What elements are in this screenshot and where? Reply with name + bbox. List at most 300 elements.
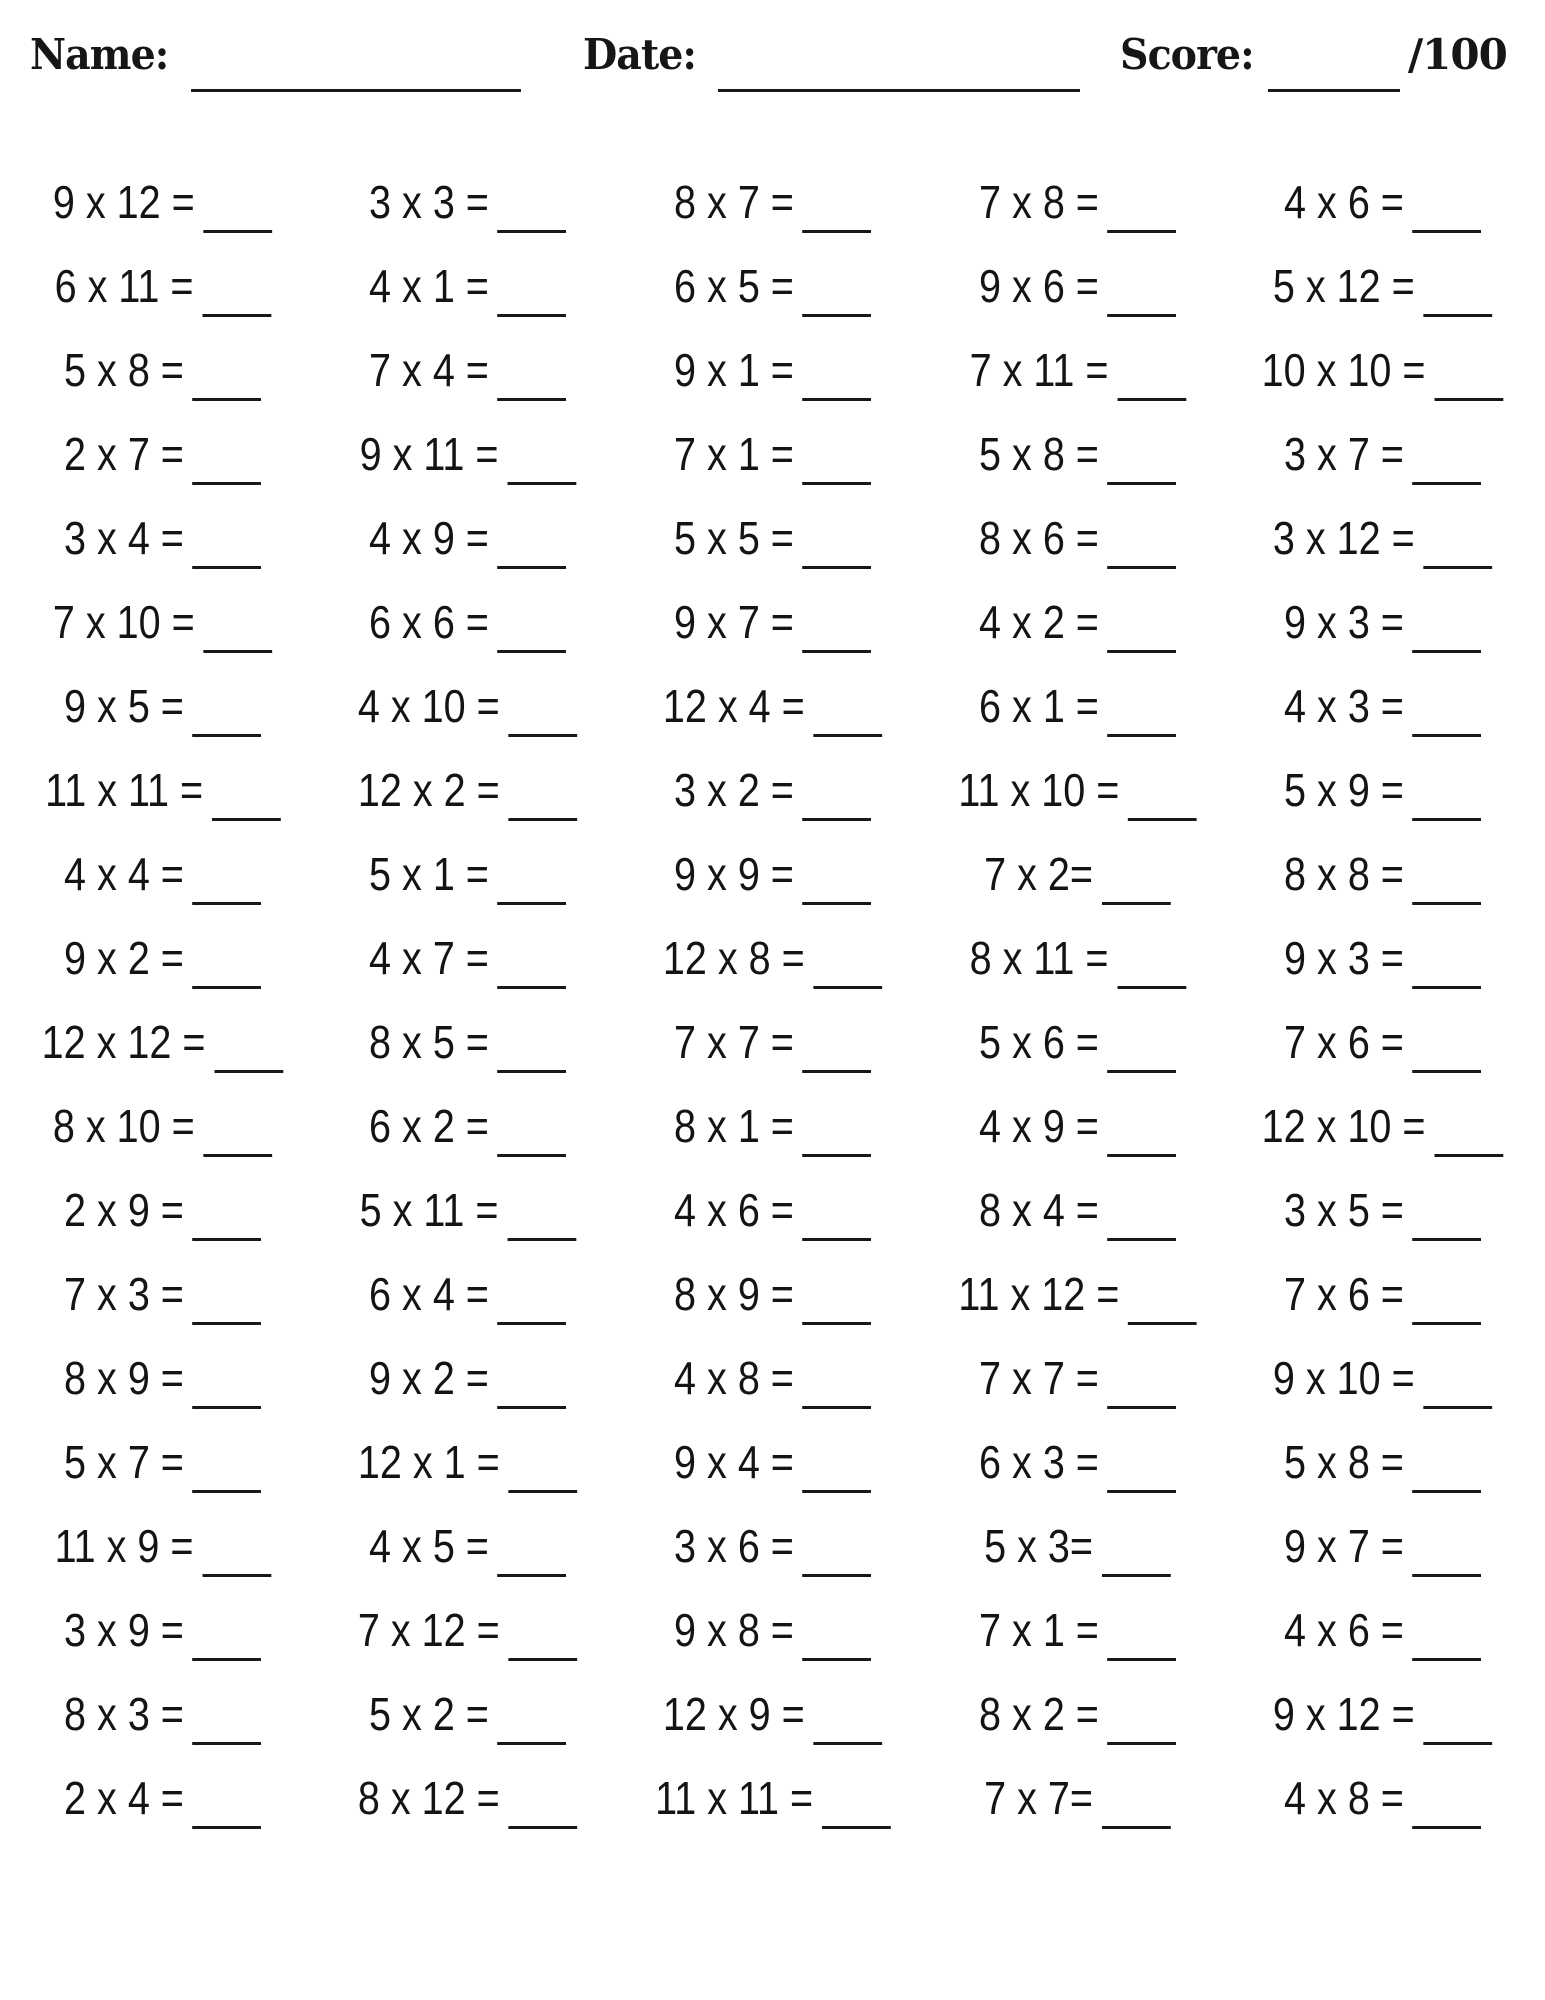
worksheet-header [30, 30, 1527, 79]
answer-blank [1412, 1489, 1481, 1493]
problem [64, 427, 261, 481]
problem [674, 259, 871, 313]
answer-blank [1412, 1573, 1481, 1577]
problem-expression: 4 x 9 = [978, 1100, 1099, 1152]
problem-row [10, 1168, 1535, 1252]
problem-cell [1230, 1183, 1535, 1237]
problem [1262, 343, 1503, 397]
problem [64, 847, 261, 901]
problem-cell [620, 1183, 925, 1237]
problem-row [10, 160, 1535, 244]
problem [369, 1687, 566, 1741]
problem-cell [10, 1687, 315, 1741]
problem [64, 679, 261, 733]
answer-blank [1107, 481, 1176, 485]
problem-cell [315, 595, 620, 649]
problem [979, 259, 1176, 313]
problem-cell [925, 1015, 1230, 1069]
problem-expression: 5 x 12 = [1272, 260, 1415, 312]
problem-cell [620, 1099, 925, 1153]
answer-blank [802, 565, 871, 569]
problem-cell [315, 511, 620, 565]
problem [674, 427, 871, 481]
answer-blank [497, 1573, 566, 1577]
problem-expression: 12 x 8 = [662, 932, 805, 984]
problem-cell [925, 1771, 1230, 1825]
problem-cell [620, 1435, 925, 1489]
problem-expression: 9 x 2 = [368, 1352, 489, 1404]
answer-blank [802, 1321, 871, 1325]
problem-expression: 7 x 12 = [357, 1604, 500, 1656]
problem [369, 847, 566, 901]
problem [969, 343, 1185, 397]
problem-expression: 5 x 1 = [368, 848, 489, 900]
problem [1284, 679, 1481, 733]
problem [369, 259, 566, 313]
problem [358, 679, 577, 733]
problem-cell [620, 679, 925, 733]
problem-cell [925, 1351, 1230, 1405]
problem [674, 1603, 871, 1657]
answer-blank [821, 1825, 890, 1829]
problem [64, 343, 261, 397]
answer-blank [1102, 1573, 1171, 1577]
problem-expression: 3 x 12 = [1272, 512, 1415, 564]
answer-blank [497, 313, 566, 317]
problem-row [10, 328, 1535, 412]
problem [369, 1351, 566, 1405]
problem [45, 763, 280, 817]
problem-cell [315, 1519, 620, 1573]
answer-blank [802, 229, 871, 233]
problem-cell [10, 511, 315, 565]
answer-blank [1107, 1657, 1176, 1661]
problem [369, 1267, 566, 1321]
problem [979, 1099, 1176, 1153]
answer-blank [1107, 1741, 1176, 1745]
problem-cell [10, 1015, 315, 1069]
problem-cell [315, 343, 620, 397]
problem-expression: 9 x 11 = [359, 428, 499, 480]
answer-blank [1412, 481, 1481, 485]
problem-cell [1230, 1267, 1535, 1321]
problem-expression: 12 x 4 = [662, 680, 805, 732]
answer-blank [508, 1657, 577, 1661]
answer-blank [802, 1069, 871, 1073]
problem [54, 259, 270, 313]
answer-blank [497, 1321, 566, 1325]
problem-expression: 7 x 7 = [978, 1352, 1099, 1404]
problem [979, 1183, 1176, 1237]
problem-cell [315, 931, 620, 985]
problem-cell [925, 595, 1230, 649]
answer-blank [192, 1237, 261, 1241]
answer-blank [192, 985, 261, 989]
problem [674, 1351, 871, 1405]
problem-expression: 4 x 2 = [978, 596, 1099, 648]
problem-expression: 3 x 3 = [368, 176, 489, 228]
problem-row [10, 1084, 1535, 1168]
problem-cell [315, 1015, 620, 1069]
problem-cell [10, 1435, 315, 1489]
problem [674, 1267, 871, 1321]
answer-blank [507, 1237, 576, 1241]
problem [1273, 1351, 1492, 1405]
problem [674, 595, 871, 649]
answer-blank [802, 1153, 871, 1157]
answer-blank [1423, 1405, 1492, 1409]
problem [663, 931, 882, 985]
problem-cell [315, 259, 620, 313]
problem-expression: 6 x 2 = [368, 1100, 489, 1152]
answer-blank [1107, 1069, 1176, 1073]
answer-blank [202, 1573, 271, 1577]
problem-cell [10, 259, 315, 313]
answer-blank [497, 1153, 566, 1157]
problem-expression: 6 x 3 = [978, 1436, 1099, 1488]
answer-blank [497, 229, 566, 233]
problem-expression: 2 x 9 = [63, 1184, 184, 1236]
problem [369, 343, 566, 397]
answer-blank [497, 1069, 566, 1073]
problem-cell [925, 679, 1230, 733]
problem [674, 1519, 871, 1573]
problem-cell [925, 1603, 1230, 1657]
problem-expression: 9 x 12 = [52, 176, 195, 228]
answer-blank [508, 1489, 577, 1493]
problem-cell [1230, 511, 1535, 565]
answer-blank [1412, 1657, 1481, 1661]
problem-cell [10, 1183, 315, 1237]
answer-blank [192, 565, 261, 569]
problem-cell [925, 175, 1230, 229]
answer-blank [497, 565, 566, 569]
problem [979, 1435, 1176, 1489]
answer-blank [497, 1405, 566, 1409]
problems-grid [10, 160, 1535, 1840]
problem-cell [10, 679, 315, 733]
answer-blank [508, 817, 577, 821]
problem-cell [315, 1183, 620, 1237]
problem-expression: 6 x 4 = [368, 1268, 489, 1320]
problem [64, 1435, 261, 1489]
problem-expression: 5 x 7 = [63, 1436, 184, 1488]
score-label: Score: [1119, 30, 1254, 79]
problem-expression: 6 x 11 = [54, 260, 194, 312]
problem-row [10, 244, 1535, 328]
problem-cell [620, 595, 925, 649]
problem-expression: 4 x 6 = [1283, 176, 1404, 228]
problem-cell [1230, 931, 1535, 985]
problem [358, 1435, 577, 1489]
problem-expression: 3 x 5 = [1283, 1184, 1404, 1236]
problem-cell [925, 763, 1230, 817]
answer-blank [1423, 565, 1492, 569]
answer-blank [1107, 733, 1176, 737]
problem-expression: 7 x 4 = [368, 344, 489, 396]
problem-cell [315, 1435, 620, 1489]
answer-blank [802, 481, 871, 485]
answer-blank [1107, 565, 1176, 569]
answer-blank [813, 733, 882, 737]
problem-cell [1230, 1519, 1535, 1573]
answer-blank [1102, 901, 1171, 905]
problem-cell [620, 763, 925, 817]
problem [1284, 1603, 1481, 1657]
problem-expression: 9 x 7 = [673, 596, 794, 648]
problem [979, 1687, 1176, 1741]
problem [958, 1267, 1196, 1321]
problem-expression: 8 x 10 = [52, 1100, 195, 1152]
answer-blank [1412, 1321, 1481, 1325]
answer-blank [1412, 1237, 1481, 1241]
problem-expression: 5 x 8 = [978, 428, 1099, 480]
problem-expression: 11 x 11 = [654, 1772, 813, 1824]
problem [984, 1771, 1170, 1825]
problem-expression: 7 x 3 = [63, 1268, 184, 1320]
problem-expression: 5 x 8 = [1283, 1436, 1404, 1488]
problem-expression: 9 x 7 = [1283, 1520, 1404, 1572]
problem-cell [315, 427, 620, 481]
problem [64, 1603, 261, 1657]
problem-cell [925, 1099, 1230, 1153]
problem-expression: 4 x 1 = [368, 260, 489, 312]
problem [979, 595, 1176, 649]
problem-expression: 3 x 2 = [673, 764, 794, 816]
problem-expression: 12 x 2 = [357, 764, 500, 816]
problem-expression: 5 x 3= [984, 1520, 1094, 1572]
problem-expression: 9 x 10 = [1272, 1352, 1415, 1404]
problem-cell [1230, 175, 1535, 229]
problem-cell [925, 1687, 1230, 1741]
answer-blank [802, 817, 871, 821]
problem [64, 1183, 261, 1237]
problem [1284, 1183, 1481, 1237]
answer-blank [192, 1489, 261, 1493]
problem-cell [315, 1687, 620, 1741]
problem-expression: 6 x 5 = [673, 260, 794, 312]
problem-cell [620, 259, 925, 313]
problem [674, 763, 871, 817]
problem-row [10, 1672, 1535, 1756]
problem-expression: 8 x 4 = [978, 1184, 1099, 1236]
problem [1273, 511, 1492, 565]
problem-expression: 12 x 1 = [357, 1436, 500, 1488]
problem [979, 679, 1176, 733]
problem-cell [620, 511, 925, 565]
answer-blank [192, 1405, 261, 1409]
answer-blank [1107, 649, 1176, 653]
problem-cell [620, 1687, 925, 1741]
answer-blank [1107, 313, 1176, 317]
problem-cell [10, 931, 315, 985]
problem-cell [620, 1519, 925, 1573]
date-fill-line [718, 88, 1080, 92]
answer-blank [202, 313, 271, 317]
problem-expression: 7 x 7= [984, 1772, 1094, 1824]
problem-row [10, 1336, 1535, 1420]
problem-cell [1230, 847, 1535, 901]
problem-expression: 11 x 12 = [958, 1268, 1120, 1320]
problem [984, 1519, 1170, 1573]
problem [42, 1015, 283, 1069]
problem [64, 1351, 261, 1405]
problem-expression: 4 x 4 = [63, 848, 184, 900]
problem-cell [925, 259, 1230, 313]
problem-cell [925, 427, 1230, 481]
problem-expression: 5 x 5 = [673, 512, 794, 564]
problem-expression: 4 x 8 = [1283, 1772, 1404, 1824]
problem [359, 427, 575, 481]
problem [358, 763, 577, 817]
problem [979, 511, 1176, 565]
problem-row [10, 1756, 1535, 1840]
answer-blank [203, 229, 272, 233]
answer-blank [508, 1825, 577, 1829]
answer-blank [802, 1657, 871, 1661]
problem-expression: 5 x 11 = [359, 1184, 499, 1236]
problem-cell [1230, 1687, 1535, 1741]
answer-blank [802, 313, 871, 317]
problem-expression: 5 x 9 = [1283, 764, 1404, 816]
problem-cell [925, 1267, 1230, 1321]
problem-expression: 11 x 10 = [958, 764, 1120, 816]
problem-cell [1230, 1351, 1535, 1405]
answer-blank [192, 1657, 261, 1661]
problem [369, 931, 566, 985]
problem-cell [620, 427, 925, 481]
problem [369, 1519, 566, 1573]
problem-cell [315, 175, 620, 229]
problem-expression: 8 x 11 = [969, 932, 1109, 984]
problem [369, 175, 566, 229]
problem-expression: 4 x 6 = [673, 1184, 794, 1236]
problem-expression: 7 x 7 = [673, 1016, 794, 1068]
problem [369, 1099, 566, 1153]
problem-cell [10, 1603, 315, 1657]
answer-blank [1107, 1405, 1176, 1409]
problem [1284, 1435, 1481, 1489]
problem [1284, 1267, 1481, 1321]
problem [1284, 427, 1481, 481]
problem [984, 847, 1170, 901]
answer-blank [507, 481, 576, 485]
date-label: Date: [583, 30, 697, 79]
score-denominator: /100 [1407, 30, 1507, 79]
problem-expression: 12 x 9 = [662, 1688, 805, 1740]
answer-blank [1412, 985, 1481, 989]
problem-cell [925, 343, 1230, 397]
problem-cell [1230, 595, 1535, 649]
problem [979, 1603, 1176, 1657]
problem-expression: 7 x 2= [984, 848, 1094, 900]
answer-blank [211, 817, 280, 821]
problem-cell [620, 1603, 925, 1657]
problem-expression: 2 x 7 = [63, 428, 184, 480]
problem-expression: 3 x 6 = [673, 1520, 794, 1572]
problem-cell [315, 763, 620, 817]
problem-expression: 3 x 7 = [1283, 428, 1404, 480]
problem-expression: 7 x 6 = [1283, 1016, 1404, 1068]
problem [1284, 1771, 1481, 1825]
problem [64, 931, 261, 985]
problem-expression: 4 x 8 = [673, 1352, 794, 1404]
answer-blank [508, 733, 577, 737]
problem-expression: 9 x 8 = [673, 1604, 794, 1656]
problem-row [10, 1588, 1535, 1672]
answer-blank [1102, 1825, 1171, 1829]
answer-blank [802, 397, 871, 401]
answer-blank [1117, 985, 1186, 989]
problem-row [10, 832, 1535, 916]
problem [64, 1267, 261, 1321]
answer-blank [813, 985, 882, 989]
problem [359, 1183, 575, 1237]
problem-row [10, 1504, 1535, 1588]
problem-expression: 8 x 9 = [673, 1268, 794, 1320]
answer-blank [1107, 1237, 1176, 1241]
problem [64, 1687, 261, 1741]
answer-blank [1107, 229, 1176, 233]
problem-expression: 8 x 2 = [978, 1688, 1099, 1740]
answer-blank [192, 481, 261, 485]
problem [1284, 1519, 1481, 1573]
answer-blank [1128, 1321, 1197, 1325]
problem-cell [10, 1351, 315, 1405]
problem-expression: 8 x 12 = [357, 1772, 500, 1824]
problem-cell [925, 1519, 1230, 1573]
score-fill-line [1268, 88, 1400, 92]
answer-blank [802, 649, 871, 653]
problem-cell [315, 1603, 620, 1657]
problem [1284, 847, 1481, 901]
problem-cell [925, 1183, 1230, 1237]
problem-expression: 9 x 12 = [1272, 1688, 1415, 1740]
problem [358, 1771, 577, 1825]
answer-blank [497, 1741, 566, 1745]
answer-blank [192, 1741, 261, 1745]
problem-expression: 7 x 1 = [673, 428, 794, 480]
answer-blank [813, 1741, 882, 1745]
problem-cell [620, 931, 925, 985]
problem [674, 1183, 871, 1237]
problem-cell [620, 847, 925, 901]
problem-expression: 9 x 9 = [673, 848, 794, 900]
problem-row [10, 412, 1535, 496]
answer-blank [1117, 397, 1186, 401]
problem-cell [1230, 679, 1535, 733]
problem [1284, 763, 1481, 817]
problem-row [10, 580, 1535, 664]
problem-cell [1230, 1771, 1535, 1825]
problem-cell [10, 1099, 315, 1153]
problem-expression: 9 x 2 = [63, 932, 184, 984]
answer-blank [214, 1069, 283, 1073]
answer-blank [1412, 733, 1481, 737]
problem-cell [620, 1771, 925, 1825]
answer-blank [1412, 817, 1481, 821]
answer-blank [497, 649, 566, 653]
problem-cell [10, 1519, 315, 1573]
problem-expression: 3 x 4 = [63, 512, 184, 564]
problem [369, 511, 566, 565]
problem-row [10, 1420, 1535, 1504]
problem [1273, 259, 1492, 313]
problem [674, 343, 871, 397]
problem [64, 511, 261, 565]
problem-expression: 8 x 1 = [673, 1100, 794, 1152]
problem-cell [620, 175, 925, 229]
